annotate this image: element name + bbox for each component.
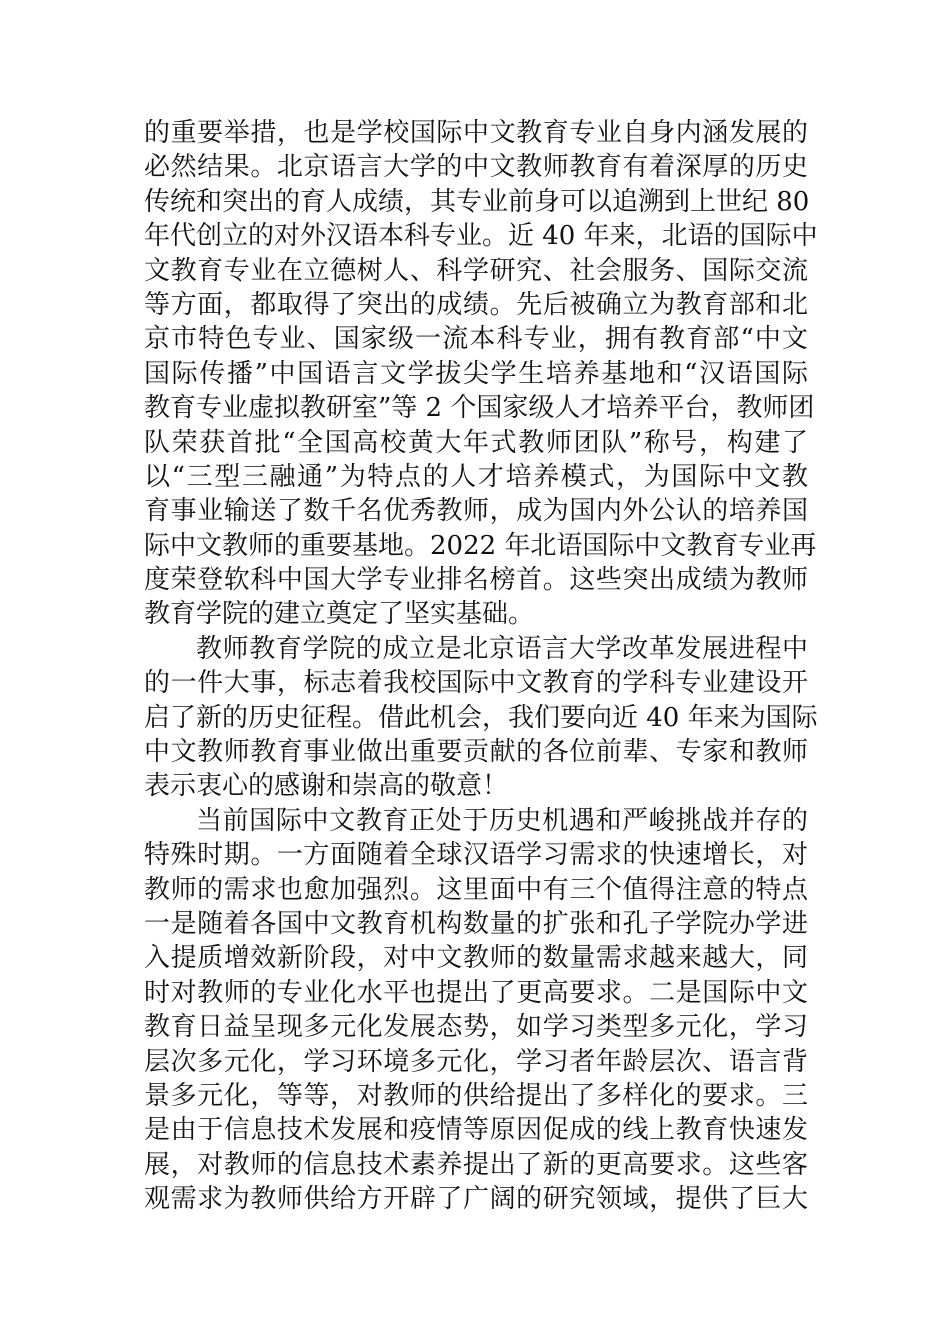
paragraph-3-line: 入提质增效新阶段，对中文教师的数量需求越来越大，同: [144, 943, 808, 974]
paragraph-3-line: 教育日益呈现多元化发展态势，如学习类型多元化，学习: [144, 1012, 808, 1043]
paragraph-2-line: 表示衷心的感谢和崇高的敬意！: [144, 771, 509, 802]
paragraph-1-line: 文教育专业在立德树人、科学研究、社会服务、国际交流: [144, 255, 808, 286]
paragraph-3-line: 教师的需求也愈加强烈。这里面中有三个值得注意的特点: [144, 874, 808, 905]
paragraph-1-line: 京市特色专业、国家级一流本科专业，拥有教育部“中文: [144, 324, 808, 355]
paragraph-3-line: 时对教师的专业化水平也提出了更高要求。二是国际中文: [144, 977, 808, 1008]
paragraph-3-line: 景多元化，等等，对教师的供给提出了多样化的要求。三: [144, 1080, 808, 1111]
paragraph-1-line: 育事业输送了数千名优秀教师，成为国内外公认的培养国: [144, 496, 808, 527]
paragraph-1-line: 度荣登软科中国大学专业排名榜首。这些突出成绩为教师: [144, 565, 808, 596]
paragraph-3-line: 是由于信息技术发展和疫情等原因促成的线上教育快速发: [144, 1115, 808, 1146]
paragraph-1-line: 传统和突出的育人成绩，其专业前身可以追溯到上世纪 80: [144, 186, 810, 217]
paragraph-2-line: 中文教师教育事业做出重要贡献的各位前辈、专家和教师: [144, 737, 808, 768]
paragraph-1-line: 际中文教师的重要基地。2022 年北语国际中文教育专业再: [144, 530, 817, 561]
paragraph-3-line: 特殊时期。一方面随着全球汉语学习需求的快速增长，对: [144, 840, 808, 871]
paragraph-3-line: 层次多元化，学习环境多元化，学习者年龄层次、语言背: [144, 1046, 808, 1077]
paragraph-2-line: 启了新的历史征程。借此机会，我们要向近 40 年来为国际: [144, 702, 818, 733]
paragraph-1-line: 国际传播”中国语言文学拔尖学生培养基地和“汉语国际: [144, 358, 808, 389]
paragraph-1-line: 以“三型三融通”为特点的人才培养模式，为国际中文教: [144, 461, 808, 492]
body-text: [144, 116, 818, 1217]
paragraph-3-line: 展，对教师的信息技术素养提出了新的更高要求。这些客: [144, 1149, 808, 1180]
paragraph-2-line: 的一件大事，标志着我校国际中文教育的学科专业建设开: [144, 668, 808, 699]
paragraph-1-line: 必然结果。北京语言大学的中文教师教育有着深厚的历史: [144, 152, 808, 183]
paragraph-3-line: 观需求为教师供给方开辟了广阔的研究领域，提供了巨大: [144, 1184, 808, 1215]
paragraph-1-line: 教育专业虚拟教研室”等 2 个国家级人才培养平台，教师团: [144, 393, 815, 424]
paragraph-1-line: 年代创立的对外汉语本科专业。近 40 年来，北语的国际中: [144, 221, 818, 252]
paragraph-3-line: 当前国际中文教育正处于历史机遇和严峻挑战并存的: [196, 805, 808, 836]
paragraph-1-line: 等方面，都取得了突出的成绩。先后被确立为教育部和北: [144, 289, 808, 320]
paragraph-3-line: 一是随着各国中文教育机构数量的扩张和孔子学院办学进: [144, 908, 808, 939]
paragraph-1-line: 教育学院的建立奠定了坚实基础。: [144, 599, 535, 630]
paragraph-1-line: 队荣获首批“全国高校黄大年式教师团队”称号，构建了: [144, 427, 808, 458]
paragraph-1-line: 的重要举措，也是学校国际中文教育专业自身内涵发展的: [144, 118, 808, 148]
paragraph-2-line: 教师教育学院的成立是北京语言大学改革发展进程中: [196, 633, 808, 664]
